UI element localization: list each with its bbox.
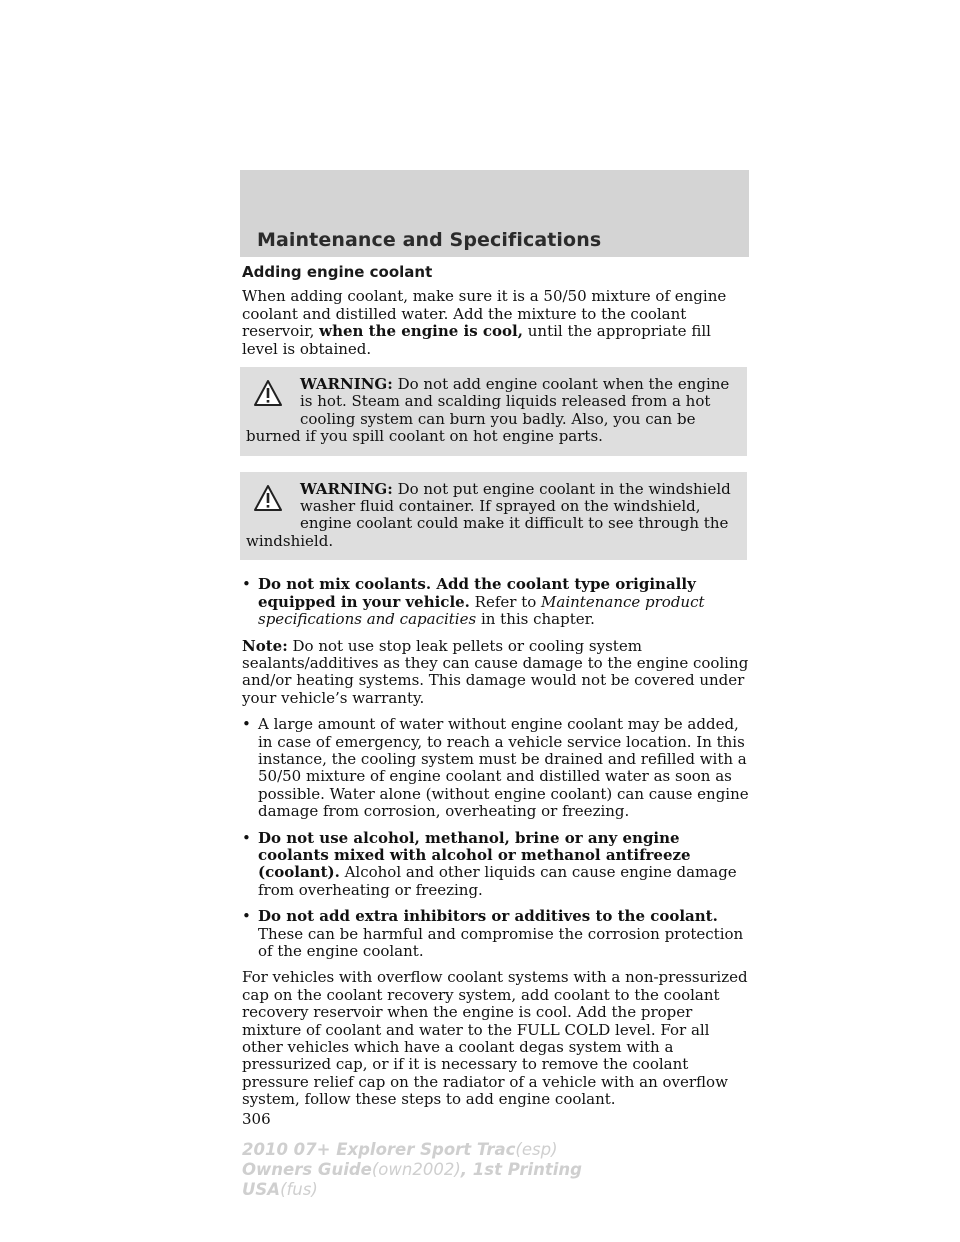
bullet-mark: • — [242, 715, 251, 734]
bullet-do-not-mix: • Do not mix coolants. Add the coolant type originally equipped in your vehicle. Refer to Maintenance product specifications and capacities in this chapter. — [242, 575, 705, 629]
section-header-band — [240, 170, 749, 257]
closing-paragraph: For vehicles with overflow coolant systems with a non-pressurized cap on the coolant recovery system, add coolant to the coolant recovery reservoir when the engine is cool. Add the proper mixture of coolant and water to the FULL COLD level. For all other vehicles which have a coolant degas system with a pressurized cap, or if it is necessary to remove the coolant pressure relief cap on the radiator of a vehicle with an overflow system, follow these steps to add engine coolant. — [242, 968, 748, 1109]
document-footer — [242, 1140, 582, 1200]
bullet-water-emergency: • A large amount of water without engine coolant may be added, in case of emergency, to reach a vehicle service location. In this instance, the cooling system must be drained and refilled with a 50/50 mixture of engine coolant and distilled water as soon as possible. Water alone (without engine coolant) can cause engine damage from corrosion, overheating or freezing. — [242, 715, 749, 821]
header-title: Maintenance and Specifications — [257, 229, 602, 251]
page-content — [242, 264, 749, 1128]
warning-text: Do not put engine coolant in the windshield washer fluid container. If sprayed on the windshield, engine coolant could make it difficult to see through the windshield. — [246, 479, 731, 550]
page-number: 306 — [242, 1109, 271, 1128]
footer-line-2: Owners Guide(own2002), 1st Printing — [242, 1160, 582, 1179]
cross-reference: Maintenance product specifications and capacities — [258, 592, 705, 629]
section-title: Adding engine coolant — [242, 263, 433, 281]
note-paragraph: Note: Do not use stop leak pellets or cooling system sealants/additives as they can cause damage to the engine cooling and/or heating systems. This damage would not be covered under your vehicle’s warranty. — [242, 636, 749, 707]
warning-box-washer-fluid — [240, 472, 747, 561]
warning-text: Do not add engine coolant when the engine is hot. Steam and scalding liquids released from a hot cooling system can burn you badly. Also, you can be burned if you spill coolant on hot engine parts. — [246, 375, 730, 446]
intro-paragraph: When adding coolant, make sure it is a 50/50 mixture of engine coolant and distilled water. Add the mixture to the coolant reservoir, when the engine is cool, until the appropriate fill level is obtained. — [242, 287, 727, 358]
bullet-no-alcohol: • Do not use alcohol, methanol, brine or any engine coolants mixed with alcohol or methanol antifreeze (coolant). Alcohol and other liquids can cause engine damage from overheating or freezing. — [242, 828, 737, 899]
footer-line-3: USA(fus) — [242, 1180, 318, 1199]
warning-triangle-icon — [254, 379, 282, 407]
bullet-mark: • — [242, 575, 251, 594]
warning-triangle-icon — [254, 484, 282, 512]
warning-box-hot-engine — [240, 367, 747, 456]
warning-label: WARNING: — [300, 479, 393, 498]
bullet-mark: • — [242, 907, 251, 926]
warning-label: WARNING: — [300, 375, 393, 394]
bullet-mark: • — [242, 828, 251, 847]
footer-line-1: 2010 07+ Explorer Sport Trac(esp) — [242, 1140, 558, 1159]
bullet-no-additives: • Do not add extra inhibitors or additives to the coolant. These can be harmful and compromise the corrosion protection of the engine coolant. — [242, 907, 744, 960]
